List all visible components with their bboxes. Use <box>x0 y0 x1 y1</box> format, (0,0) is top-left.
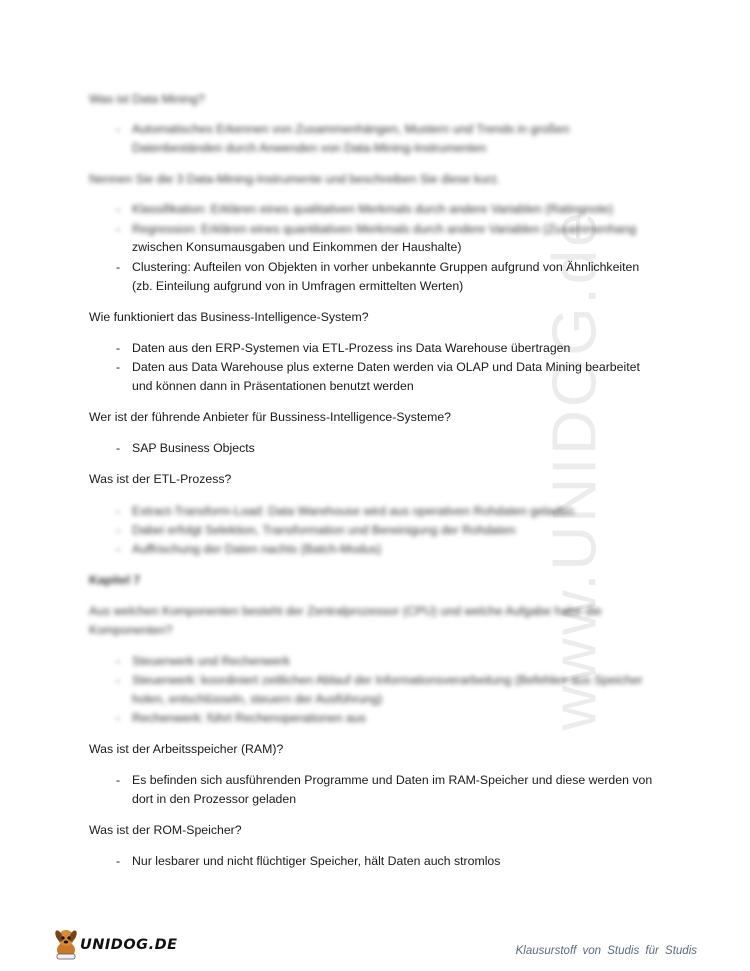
answer-line: zwischen Konsumausgaben und Einkommen der Haushalte) <box>132 240 462 254</box>
answer-line: Daten aus den ERP-Systemen via ETL-Prozess ins Data Warehouse übertragen <box>132 341 571 355</box>
answer-line: Nur lesbarer und nicht flüchtiger Speicher, hält Daten auch stromlos <box>132 854 501 868</box>
question-cpu-continued: Komponenten? <box>89 623 173 637</box>
chapter-heading: Kapitel 7 <box>89 573 141 587</box>
logo-text: UNIDOG.DE <box>80 937 178 953</box>
answer-line: Clustering: Aufteilen von Objekten in vorher unbekannte Gruppen aufgrund von Ähnlichkeiten <box>132 260 640 274</box>
question-data-mining: Was ist Data Mining? <box>89 92 205 106</box>
answer-line: Daten aus Data Warehouse plus externe Daten werden via OLAP und Data Mining bearbeitet <box>132 360 640 374</box>
bullet-dash: - <box>116 542 121 556</box>
question-ram: Was ist der Arbeitsspeicher (RAM)? <box>89 742 284 756</box>
answer-line: Datenbeständen durch Anwenden von Data-Mining-Instrumenten <box>132 141 487 155</box>
answer-line: holen, entschlüsseln, steuern der Ausführung) <box>132 692 383 706</box>
question-bi-system: Wie funktioniert das Business-Intelligence-System? <box>89 310 369 324</box>
answer-line: Es befinden sich ausführenden Programme und Daten im RAM-Speicher und diese werden von <box>132 773 653 787</box>
bullet-dash: - <box>116 122 121 136</box>
bullet-dash: - <box>116 441 121 455</box>
bullet-dash: - <box>116 341 121 355</box>
bullet-dash: - <box>116 202 121 216</box>
unidog-logo[interactable] <box>52 926 182 962</box>
answer-line: Rechenwerk: führt Rechenoperationen aus <box>132 711 366 725</box>
answer-line: Steuerwerk: koordiniert zeitlichen Ablauf der Informationsverarbeitung (Befehlen aus Speicher <box>132 673 643 687</box>
question-rom: Was ist der ROM-Speicher? <box>89 823 242 837</box>
answer-line: (zb. Einteilung aufgrund von in Umfragen ermittelten Werten) <box>132 279 464 293</box>
question-data-mining-instruments: Nennen Sie die 3 Data-Mining-Instrumente und beschreiben Sie diese kurz. <box>89 172 501 186</box>
answer-line: Dabei erfolgt Selektion, Transformation und Bereinigung der Rohdaten <box>132 523 516 537</box>
answer-line: Automatisches Erkennen von Zusammenhängen, Mustern und Trends in großen <box>132 122 570 136</box>
answer-line: und können dann in Präsentationen benutzt werden <box>132 379 414 393</box>
bullet-dash: - <box>116 854 121 868</box>
bullet-dash: - <box>116 773 121 787</box>
answer-line: Regression: Erklären eines quantitativen Merkmals durch andere Variablen (Zusammenhang <box>132 222 637 236</box>
question-cpu: Aus welchen Komponenten besteht der Zentralprozessor (CPU) und welche Aufgabe habe die <box>89 604 602 618</box>
answer-line: Extract-Transform-Load: Data Warehouse wird aus operativen Rohdaten geladen <box>132 504 575 518</box>
bullet-dash: - <box>116 673 121 687</box>
bullet-dash: - <box>116 711 121 725</box>
question-etl-process: Was ist der ETL-Prozess? <box>89 472 232 486</box>
answer-line: SAP Business Objects <box>132 441 255 455</box>
bullet-dash: - <box>116 654 121 668</box>
bullet-dash: - <box>116 504 121 518</box>
question-bi-vendor: Wer ist der führende Anbieter für Bussiness-Intelligence-Systeme? <box>89 410 452 424</box>
bullet-dash: - <box>116 260 121 274</box>
answer-line: Steuerwerk und Rechenwerk <box>132 654 290 668</box>
document-page: www.UNIDOG.de Was ist Data Mining? - Automatisches Erkennen von Zusammenhängen, Mustern und Trends in großen Datenbeständen durch Anwenden von Data-Mining-Instrumenten Nennen Sie die 3 Data-Mining-Instrumente und beschreiben Sie diese kurz. - Klassifikation: Erklären eines qualitativen Merkmals durch andere Variablen (Ratingnote) - Regression: Erklären eines quantitativen Merkmals durch andere Variablen (Zusammenhang zwischen Konsumausgaben und Einkommen der Haushalte) - Clustering: Aufteilen von Objekten in vorher unbekannte Gruppen aufgrund von Ähnlichkeiten (zb. Einteilung aufgrund von in Umfragen ermittelten Werten) Wie funktioniert das Business-Intelligence-System? - Daten aus den ERP-Systemen via ETL-Prozess ins Data Warehouse übertragen - Daten aus Data Warehouse plus externe Daten werden via OLAP und Data Mining bearbeitet und können dann in Präsentationen benutzt werden Wer ist der führende Anbieter für Bussiness-Intelligence-Systeme? - SAP Business Objects Was ist der ETL-Prozess? - Extract-Transform-Load: Data Warehouse wird aus operativen Rohdaten geladen - Dabei erfolgt Selektion, Transformation und Bereinigung der Rohdaten - Auffrischung der Daten nachts (Batch-Modus) Kapitel 7 Aus welchen Komponenten besteht der Zentralprozessor (CPU) und welche Aufgabe habe die Komponenten? - Steuerwerk und Rechenwerk - Steuerwerk: koordiniert zeitlichen Ablauf der Informationsverarbeitung (Befehlen aus Speicher holen, entschlüsseln, steuern der Ausführung) - Rechenwerk: führt Rechenoperationen aus Was ist der Arbeitsspeicher (RAM)? - Es befinden sich ausführenden Programme und Daten im RAM-Speicher und diese werden von dort in den Prozessor geladen Was ist der ROM-Speicher? - Nur lesbarer und nicht flüchtiger Speicher, hält Daten auch stromlos UNIDOG.DE Klausurstoff von Studis für Studis <box>0 0 750 971</box>
answer-line: Auffrischung der Daten nachts (Batch-Modus) <box>132 542 382 556</box>
footer-tagline: Klausurstoff von Studis für Studis <box>515 945 697 957</box>
bullet-dash: - <box>116 523 121 537</box>
answer-line: Klassifikation: Erklären eines qualitativen Merkmals durch andere Variablen (Ratingnote) <box>132 202 613 216</box>
dog-mascot-icon <box>52 926 82 960</box>
answer-line: dort in den Prozessor geladen <box>132 792 297 806</box>
bullet-dash: - <box>116 360 121 374</box>
bullet-dash: - <box>116 222 121 236</box>
